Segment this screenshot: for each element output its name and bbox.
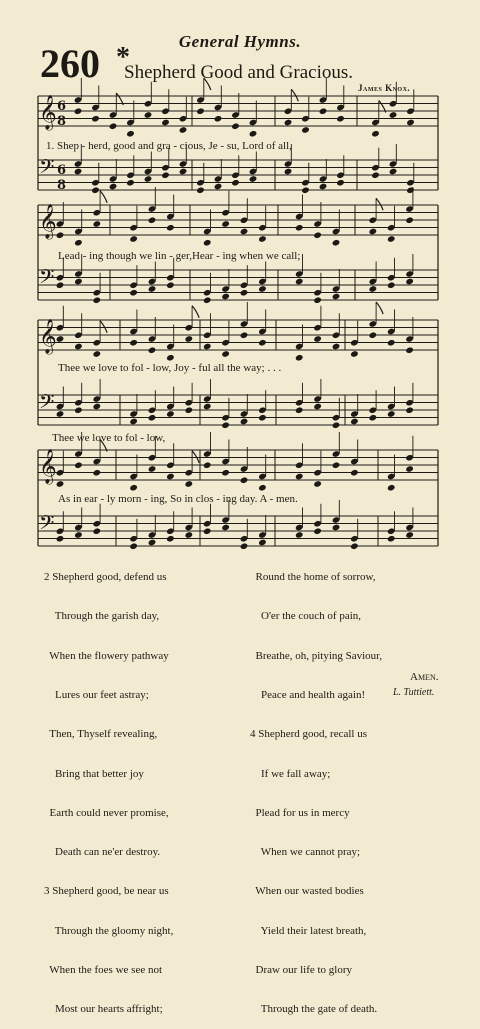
treble-clef-icon: 𝄞 <box>39 449 57 484</box>
note-head <box>405 406 414 414</box>
note-head <box>258 339 267 347</box>
note-head <box>368 228 377 236</box>
note-head <box>184 480 193 488</box>
verse-line: Death can ne'er destroy. <box>44 846 161 859</box>
verse-line: O'er the couch of pain, <box>250 610 362 623</box>
note-head <box>196 107 205 115</box>
verse-line: Lures our feet astray; <box>44 689 149 702</box>
note-head <box>92 350 101 358</box>
verse-line: When the foes we see not <box>44 964 163 976</box>
note-head <box>74 168 83 176</box>
note-head <box>405 465 414 473</box>
note-head <box>350 350 359 358</box>
note-head <box>161 171 170 179</box>
verse-line: 4 Shepherd good, recall us <box>250 728 367 741</box>
note-head <box>405 278 414 286</box>
time-signature: 6 <box>57 99 67 114</box>
note-head <box>74 239 83 247</box>
note-head <box>196 186 205 194</box>
note-head <box>129 289 138 297</box>
note-head <box>221 524 230 532</box>
bass-clef-icon: 𝄢 <box>39 155 55 183</box>
verse-line: Most our hearts affright; <box>44 1003 163 1016</box>
note-head <box>387 339 396 347</box>
hymn-title: Shepherd Good and Gracious. <box>124 62 354 83</box>
note-head <box>56 335 65 343</box>
note-head <box>203 343 212 351</box>
note-head <box>91 186 100 194</box>
note-head <box>221 220 230 228</box>
note-flag <box>100 191 107 203</box>
author-credit: L. Tuttiett. <box>393 687 435 698</box>
note-head <box>319 107 328 115</box>
note-head <box>184 531 193 539</box>
note-head <box>258 235 267 243</box>
time-signature: 6 <box>57 163 67 178</box>
note-head <box>129 235 138 243</box>
note-head <box>405 216 414 224</box>
note-head <box>368 331 377 339</box>
note-flag <box>376 198 383 210</box>
note-head <box>387 535 396 543</box>
note-head <box>221 350 230 358</box>
note-head <box>166 281 175 289</box>
note-head <box>249 175 258 183</box>
note-head <box>74 343 83 351</box>
note-head <box>240 228 249 236</box>
note-head <box>406 186 415 194</box>
note-head <box>148 285 157 293</box>
verse-line: 2 Shepherd good, defend us <box>44 571 167 584</box>
note-head <box>336 179 345 187</box>
note-head <box>91 115 100 123</box>
hymn-number: 260 <box>40 41 100 86</box>
note-head <box>92 403 101 411</box>
note-head <box>203 239 212 247</box>
section-title: General Hymns. <box>178 32 302 51</box>
note-head <box>368 414 377 422</box>
note-flag <box>192 306 199 318</box>
note-head <box>74 278 83 286</box>
note-head <box>92 220 101 228</box>
note-head <box>203 461 212 469</box>
note-head <box>126 130 135 138</box>
note-head <box>161 119 170 127</box>
note-head <box>313 527 322 535</box>
note-head <box>313 335 322 343</box>
note-head <box>179 168 188 176</box>
note-head <box>214 115 223 123</box>
note-head <box>166 410 175 418</box>
time-signature: 8 <box>57 114 67 129</box>
note-head <box>92 527 101 535</box>
note-head <box>295 278 304 286</box>
note-head <box>350 418 359 426</box>
note-head <box>389 168 398 176</box>
note-head <box>313 480 322 488</box>
amen-label: Amen. <box>410 671 439 683</box>
note-head <box>240 289 249 297</box>
note-head <box>295 531 304 539</box>
note-head <box>92 296 101 304</box>
note-head <box>332 293 341 301</box>
bass-clef-icon: 𝄢 <box>39 390 55 418</box>
time-signature: 8 <box>57 178 67 193</box>
note-head <box>92 469 101 477</box>
note-head <box>129 484 138 492</box>
note-head <box>240 418 249 426</box>
note-head <box>387 484 396 492</box>
note-head <box>214 183 223 191</box>
note-head <box>203 296 212 304</box>
note-head <box>179 126 188 134</box>
verse-line: Round the home of sorrow, <box>250 571 376 584</box>
lyric-line-1: 1. Shep - herd, good and gra - cious, Je - su, Lord of all, <box>46 140 292 152</box>
verse-line: Bring that better joy <box>44 767 144 780</box>
note-flag <box>376 302 383 314</box>
note-head <box>240 476 249 484</box>
note-head <box>126 179 135 187</box>
note-head <box>313 231 322 239</box>
note-head <box>332 524 341 532</box>
note-head <box>231 179 240 187</box>
verse-line: If we fall away; <box>250 767 331 780</box>
note-head <box>313 296 322 304</box>
note-head <box>295 224 304 232</box>
note-head <box>166 354 175 362</box>
note-head <box>109 183 118 191</box>
verse-line: When our wasted bodies <box>250 885 364 898</box>
note-head <box>336 115 345 123</box>
note-head <box>221 421 230 429</box>
note-head <box>56 231 65 239</box>
note-head <box>319 183 328 191</box>
note-head <box>221 293 230 301</box>
note-head <box>144 175 153 183</box>
verse-line: When we cannot pray; <box>250 846 361 859</box>
note-head <box>221 469 230 477</box>
note-head <box>350 469 359 477</box>
note-head <box>406 119 415 127</box>
note-flag <box>291 89 298 101</box>
lyric-line-3: Thee we love to fol - low, Joy - ful all the way; . . . <box>58 362 282 374</box>
note-head <box>166 224 175 232</box>
note-head <box>148 414 157 422</box>
note-head <box>371 171 380 179</box>
note-head <box>301 186 310 194</box>
note-head <box>129 418 138 426</box>
lyric-line-3-lower: Thee we love to fol - low, <box>52 432 166 444</box>
treble-clef-icon: 𝄞 <box>39 319 57 354</box>
note-head <box>332 239 341 247</box>
note-head <box>109 122 118 130</box>
verse-line: Plead for us in mercy <box>250 806 350 819</box>
note-head <box>295 406 304 414</box>
verse-line: Draw our life to glory <box>250 964 353 976</box>
note-head <box>313 403 322 411</box>
note-head <box>231 122 240 130</box>
note-flag <box>192 451 199 463</box>
hymn-mark: * <box>116 42 130 73</box>
note-head <box>405 346 414 354</box>
verses-left-column <box>44 545 173 1029</box>
note-head <box>148 465 157 473</box>
note-head <box>371 130 380 138</box>
bass-clef-icon: 𝄢 <box>39 511 55 539</box>
note-head <box>249 130 258 138</box>
note-head <box>405 531 414 539</box>
note-head <box>56 480 65 488</box>
verse-line: Through the gloomy night, <box>44 924 174 937</box>
note-head <box>74 461 83 469</box>
note-head <box>74 531 83 539</box>
note-head <box>144 111 153 119</box>
treble-clef-icon: 𝄞 <box>39 95 57 130</box>
verses-right-column <box>250 545 382 1029</box>
note-head <box>258 414 267 422</box>
verse-line: When the flowery pathway <box>44 649 169 662</box>
verse-line: Peace and health again! <box>250 689 366 702</box>
lyric-line-2: Lead - ing though we lin - ger,Hear - ing when we call; <box>58 250 301 262</box>
verse-line: Earth could never promise, <box>44 806 169 819</box>
note-head <box>240 331 249 339</box>
note-head <box>332 461 341 469</box>
note-flag <box>100 321 107 333</box>
note-head <box>332 343 341 351</box>
note-head <box>389 111 398 119</box>
note-head <box>332 421 341 429</box>
verse-line: 3 Shepherd good, be near us <box>44 885 169 898</box>
note-head <box>387 410 396 418</box>
note-head <box>387 235 396 243</box>
note-head <box>56 281 65 289</box>
note-head <box>166 535 175 543</box>
note-head <box>56 410 65 418</box>
note-head <box>148 346 157 354</box>
bass-clef-icon: 𝄢 <box>39 265 55 293</box>
note-head <box>301 126 310 134</box>
note-head <box>295 354 304 362</box>
verse-line: Yield their latest breath, <box>250 924 367 937</box>
note-head <box>240 542 249 550</box>
note-head <box>203 527 212 535</box>
note-head <box>166 473 175 481</box>
note-head <box>258 484 267 492</box>
treble-clef-icon: 𝄞 <box>39 204 57 239</box>
note-head <box>284 119 293 127</box>
note-head <box>184 335 193 343</box>
note-head <box>148 216 157 224</box>
note-head <box>284 168 293 176</box>
note-head <box>74 107 83 115</box>
verse-line: Breathe, oh, pitying Saviour, <box>250 649 383 662</box>
note-head <box>295 473 304 481</box>
note-head <box>184 406 193 414</box>
composer: James Knox. <box>358 83 411 93</box>
note-head <box>258 285 267 293</box>
note-head <box>203 403 212 411</box>
verse-line: Then, Thyself revealing, <box>44 728 158 741</box>
note-head <box>387 281 396 289</box>
verse-line: Through the gate of death. <box>250 1003 378 1016</box>
lyric-line-4: As in ear - ly morn - ing, So in clos - ing day. A - men. <box>58 493 298 505</box>
verse-line: Through the garish day, <box>44 610 160 623</box>
note-head <box>56 535 65 543</box>
note-head <box>74 406 83 414</box>
note-head <box>129 339 138 347</box>
note-head <box>368 285 377 293</box>
